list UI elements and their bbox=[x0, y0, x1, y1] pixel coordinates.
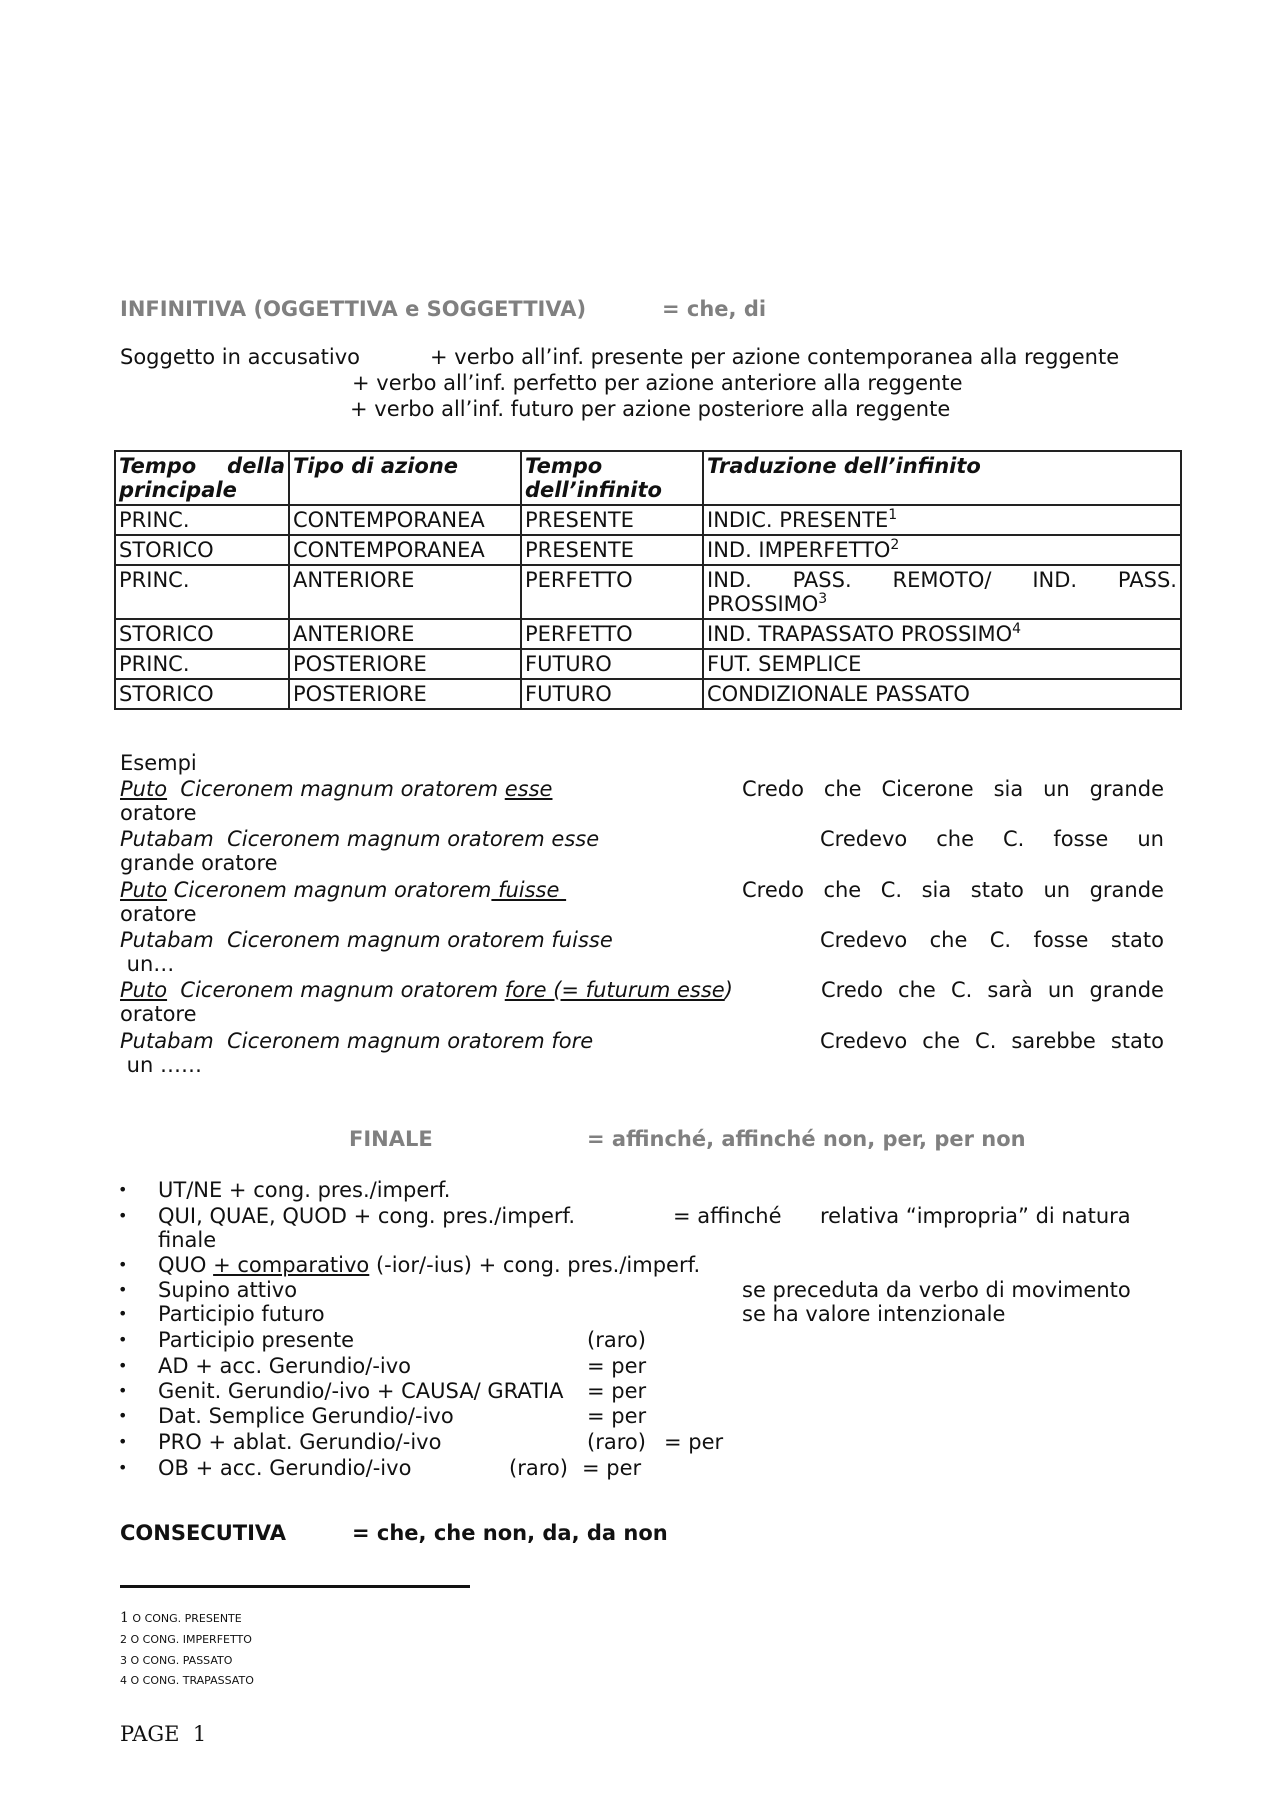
finale-meaning: = affinché, affinché non, per, per non bbox=[587, 1127, 1026, 1151]
list-item-note: = per bbox=[587, 1379, 647, 1403]
list-item-cont: finale bbox=[158, 1228, 217, 1252]
header-tempo-principale: Tempo della principale bbox=[115, 451, 289, 505]
header-traduzione: Traduzione dell’infinito bbox=[703, 451, 1181, 505]
table-cell: IND. TRAPASSATO PROSSIMO$^4$ bbox=[703, 619, 1181, 649]
footnote-separator bbox=[120, 1585, 470, 1588]
table-cell: IND. IMPERFETTO$^2$ bbox=[703, 535, 1181, 565]
list-item: PRO + ablat. Gerundio/-ivo bbox=[158, 1430, 442, 1454]
table-cell: ANTERIORE bbox=[289, 619, 521, 649]
consecutiva-meaning: = che, che non, da, da non bbox=[352, 1521, 668, 1545]
table-cell: STORICO bbox=[115, 679, 289, 709]
table-cell: PRINC. bbox=[115, 565, 289, 619]
bullet-icon: • bbox=[118, 1406, 128, 1425]
table-cell: FUTURO bbox=[521, 649, 703, 679]
table-row bbox=[115, 535, 1181, 565]
header-tipo-azione: Tipo di azione bbox=[289, 451, 521, 505]
table-cell: INDIC. PRESENTE$^1$ bbox=[703, 505, 1181, 535]
page-number: PAGE 1 bbox=[120, 1722, 207, 1746]
infinitiva-rule-1: + verbo all’inf. presente per azione contemporanea alla reggente bbox=[430, 345, 1120, 369]
infinitiva-rule-3: + verbo all’inf. futuro per azione posteriore alla reggente bbox=[350, 397, 951, 421]
infinitiva-rule-2: + verbo all’inf. perfetto per azione anteriore alla reggente bbox=[352, 371, 963, 395]
table-row bbox=[115, 679, 1181, 709]
example-5: Puto Ciceronem magnum oratorem fore (= futurum esse) Credo che C. sarà un grande oratore bbox=[120, 978, 1164, 1026]
list-item-note: = per bbox=[582, 1456, 642, 1480]
list-item: Genit. Gerundio/-ivo + CAUSA/ GRATIA bbox=[158, 1379, 564, 1403]
list-item-note: = per bbox=[664, 1430, 724, 1454]
footnote-ref: 1 bbox=[888, 507, 898, 523]
bullet-icon: • bbox=[118, 1432, 128, 1451]
list-item: Supino attivo bbox=[158, 1278, 298, 1302]
footnote-2: 2 O CONG. IMPERFETTO bbox=[120, 1633, 252, 1646]
list-item: Participio presente bbox=[158, 1328, 355, 1352]
list-item: Participio futuro bbox=[158, 1302, 325, 1326]
table-cell: FUT. SEMPLICE bbox=[703, 649, 1181, 679]
example-4: Putabam Ciceronem magnum oratorem fuisse Credevo che C. fosse stato un… bbox=[120, 928, 1164, 976]
list-item-note: (raro) bbox=[587, 1430, 646, 1454]
infinitiva-meaning: = che, di bbox=[662, 297, 767, 321]
examples-heading: Esempi bbox=[120, 751, 197, 775]
bullet-icon: • bbox=[118, 1304, 128, 1323]
table-row bbox=[115, 565, 1181, 619]
table-cell: IND. PASS. REMOTO/ IND. PASS. PROSSIMO$^3$ bbox=[703, 565, 1181, 619]
header-tempo-infinito: Tempo dell’infinito bbox=[521, 451, 703, 505]
example-6: Putabam Ciceronem magnum oratorem fore Credevo che C. sarebbe stato un …… bbox=[120, 1029, 1164, 1077]
table-cell: PRINC. bbox=[115, 505, 289, 535]
example-3: Puto Ciceronem magnum oratorem fuisse Credo che C. sia stato un grande oratore bbox=[120, 878, 1164, 926]
table-cell: PERFETTO bbox=[521, 619, 703, 649]
table-cell: STORICO bbox=[115, 619, 289, 649]
list-item-note: (raro) bbox=[587, 1328, 646, 1352]
table-cell: POSTERIORE bbox=[289, 649, 521, 679]
table-cell: CONDIZIONALE PASSATO bbox=[703, 679, 1181, 709]
table-cell: PRESENTE bbox=[521, 505, 703, 535]
footnote-4: 4 O CONG. TRAPASSATO bbox=[120, 1674, 254, 1687]
example-2: Putabam Ciceronem magnum oratorem esse Credevo che C. fosse un grande oratore bbox=[120, 827, 1164, 875]
finale-title: FINALE bbox=[349, 1127, 433, 1151]
list-item: AD + acc. Gerundio/-ivo bbox=[158, 1354, 412, 1378]
table-cell: FUTURO bbox=[521, 679, 703, 709]
list-item-note: relativa “impropria” di natura bbox=[820, 1204, 1131, 1228]
table-row bbox=[115, 619, 1181, 649]
table-cell: PERFETTO bbox=[521, 565, 703, 619]
bullet-icon: • bbox=[118, 1255, 128, 1274]
table-cell: STORICO bbox=[115, 535, 289, 565]
table-cell: ANTERIORE bbox=[289, 565, 521, 619]
footnote-3: 3 O CONG. PASSATO bbox=[120, 1654, 233, 1667]
table-cell: CONTEMPORANEA bbox=[289, 505, 521, 535]
bullet-icon: • bbox=[118, 1381, 128, 1400]
tense-table bbox=[114, 450, 1182, 710]
bullet-icon: • bbox=[118, 1180, 128, 1199]
bullet-icon: • bbox=[118, 1206, 128, 1225]
infinitiva-title: INFINITIVA (OGGETTIVA e SOGGETTIVA) bbox=[120, 297, 587, 321]
list-item-note: = affinché bbox=[673, 1204, 782, 1228]
list-item-note: = per bbox=[587, 1354, 647, 1378]
list-item-note: (raro) bbox=[509, 1456, 568, 1480]
consecutiva-title: CONSECUTIVA bbox=[120, 1521, 286, 1545]
list-item: UT/NE + cong. pres./imperf. bbox=[158, 1178, 451, 1202]
example-1: Puto Ciceronem magnum oratorem esse Credo che Cicerone sia un grande oratore bbox=[120, 777, 1164, 825]
list-item-note: se preceduta da verbo di movimento bbox=[742, 1278, 1131, 1302]
bullet-icon: • bbox=[118, 1356, 128, 1375]
table-row bbox=[115, 649, 1181, 679]
table-row bbox=[115, 505, 1181, 535]
table-cell: PRINC. bbox=[115, 649, 289, 679]
footnote-ref: 4 bbox=[1012, 621, 1022, 637]
footnote-ref: 3 bbox=[818, 591, 828, 607]
infinitiva-subject: Soggetto in accusativo bbox=[120, 345, 360, 369]
table-header-row bbox=[115, 451, 1181, 505]
bullet-icon: • bbox=[118, 1330, 128, 1349]
table-cell: PRESENTE bbox=[521, 535, 703, 565]
footnote-ref: 2 bbox=[890, 537, 900, 553]
bullet-icon: • bbox=[118, 1280, 128, 1299]
list-item: Dat. Semplice Gerundio/-ivo bbox=[158, 1404, 454, 1428]
table-cell: POSTERIORE bbox=[289, 679, 521, 709]
list-item-note: = per bbox=[587, 1404, 647, 1428]
table-cell: CONTEMPORANEA bbox=[289, 535, 521, 565]
footnote-1: 1 O CONG. PRESENTE bbox=[120, 1610, 242, 1626]
list-item: OB + acc. Gerundio/-ivo bbox=[158, 1456, 412, 1480]
list-item: QUI, QUAE, QUOD + cong. pres./imperf. bbox=[158, 1204, 576, 1228]
list-item: QUO + comparativo (-ior/-ius) + cong. pres./imperf. bbox=[158, 1253, 701, 1277]
bullet-icon: • bbox=[118, 1458, 128, 1477]
list-item-note: se ha valore intenzionale bbox=[742, 1302, 1006, 1326]
